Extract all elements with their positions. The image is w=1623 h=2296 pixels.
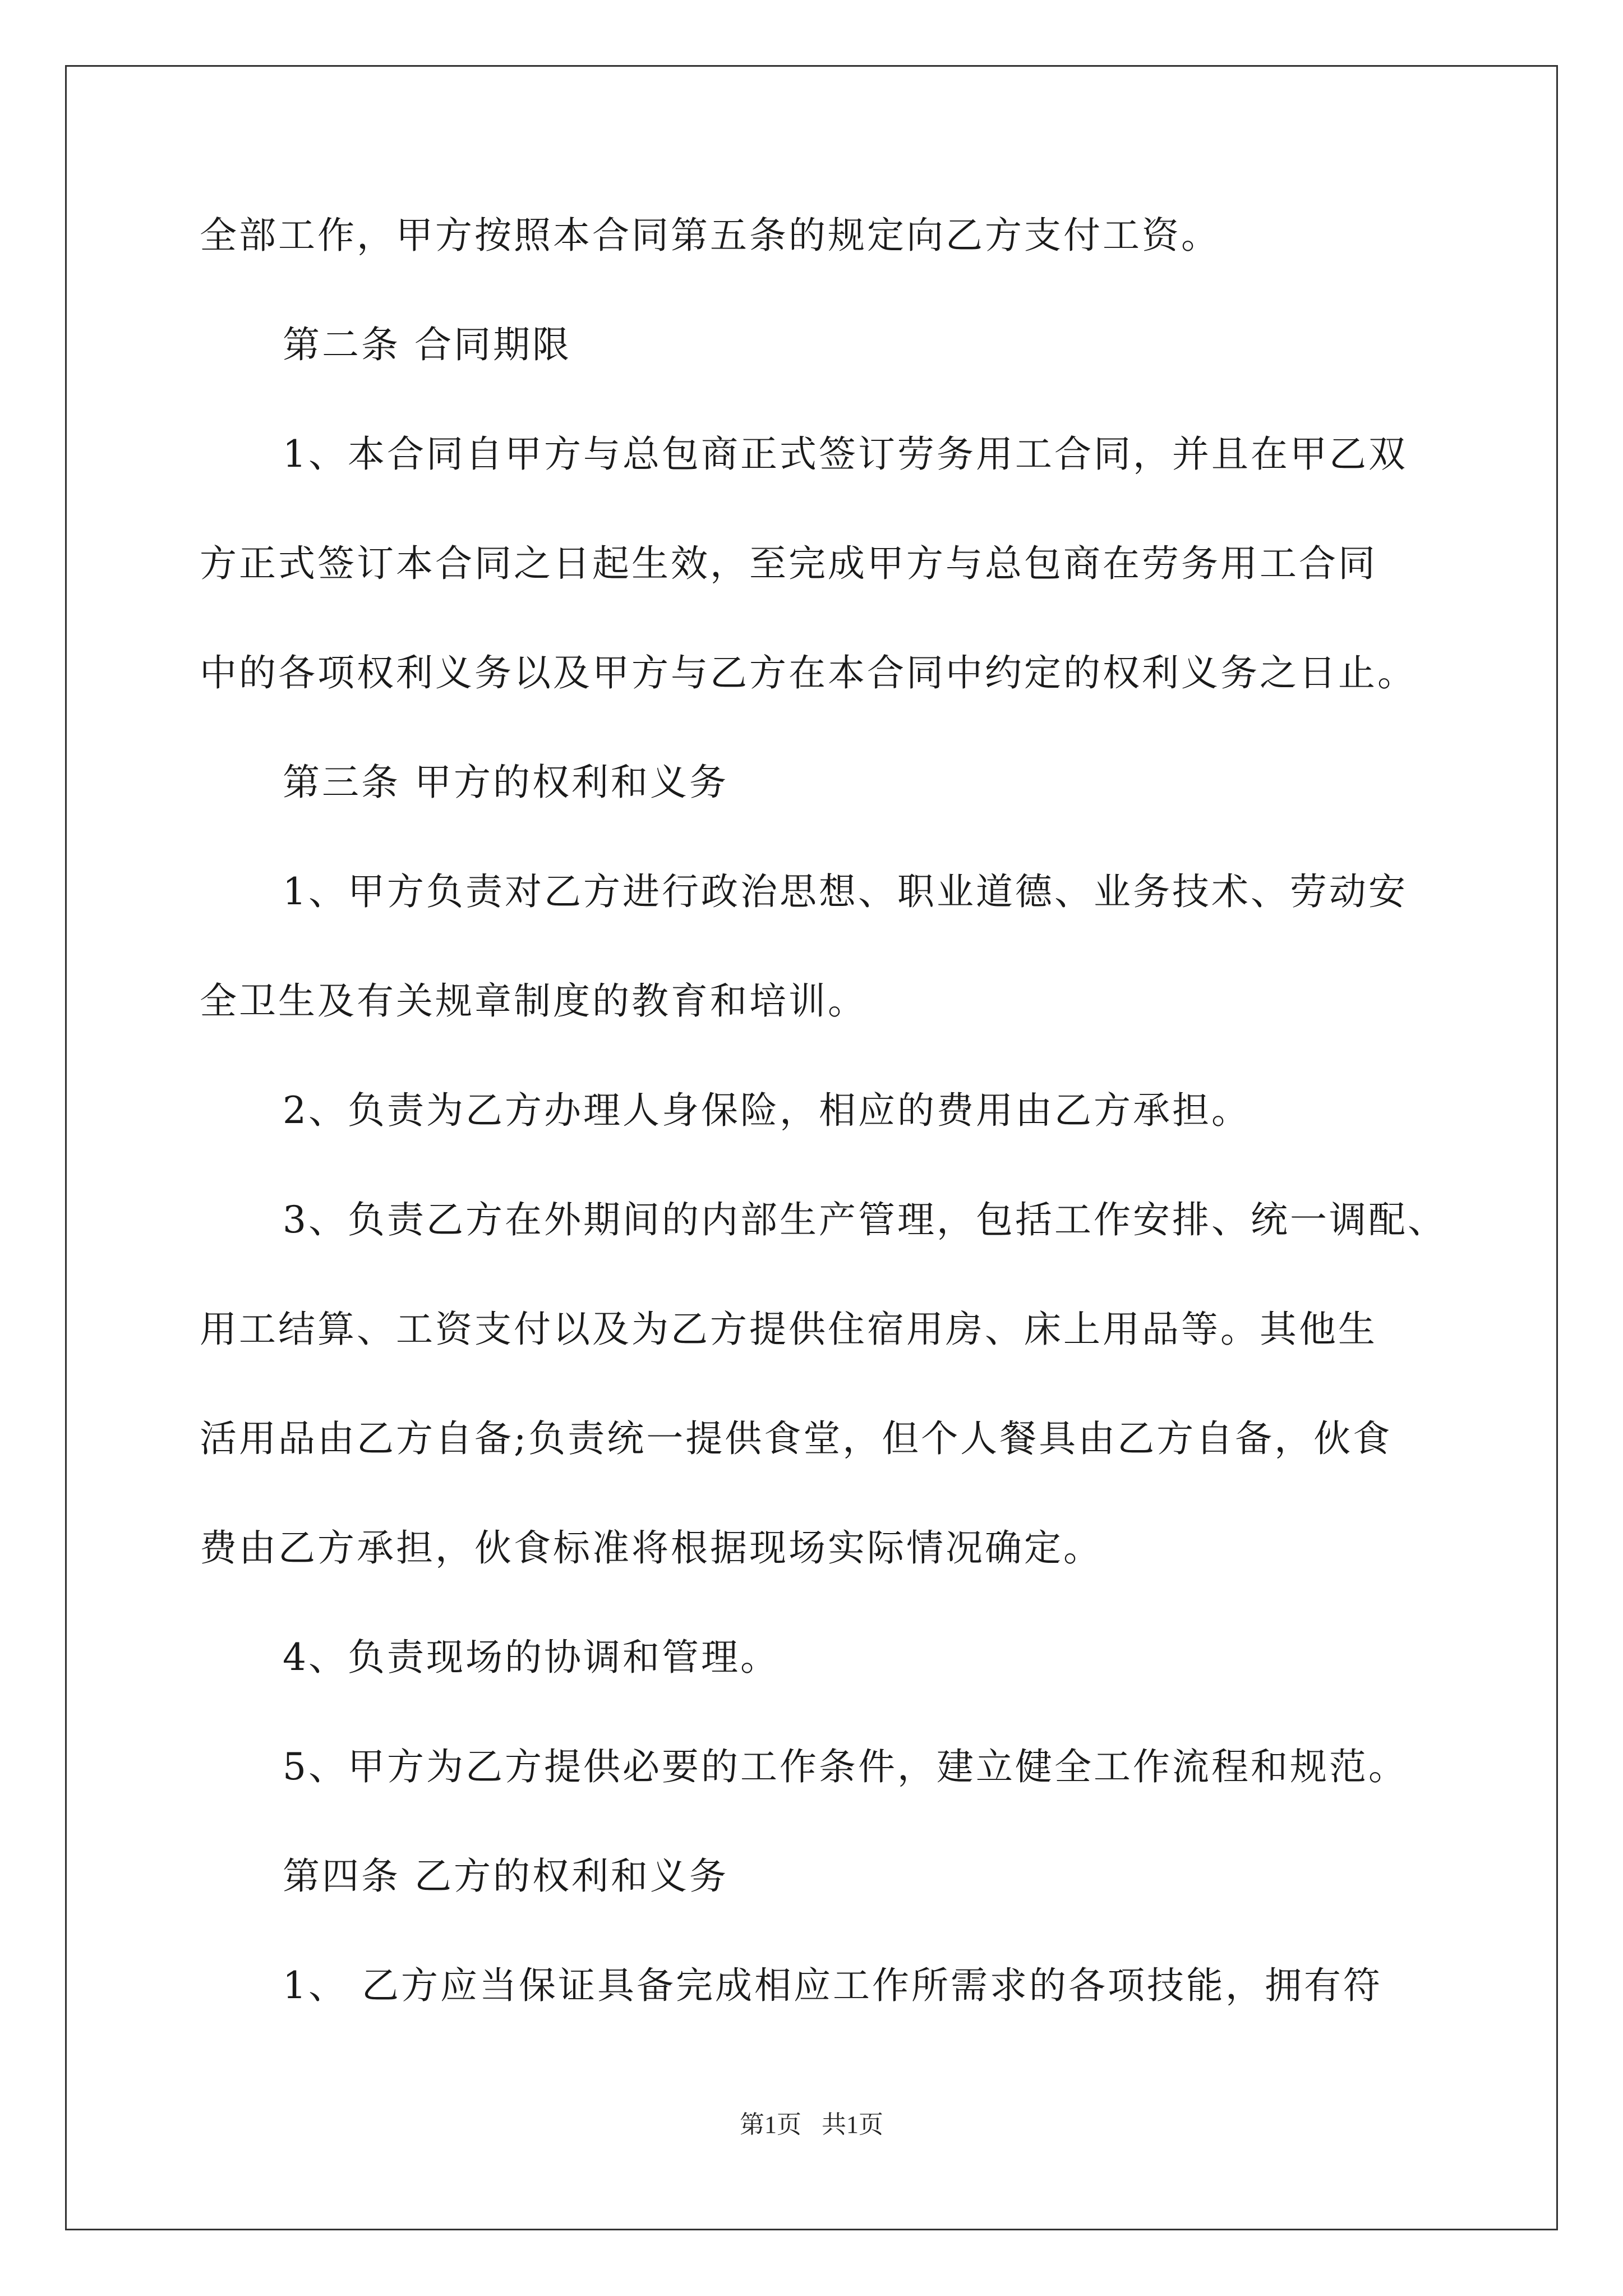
article-heading: 第三条 甲方的权利和义务 (283, 761, 728, 804)
paragraph-line: 1、 乙方应当保证具备完成相应工作所需求的各项技能，拥有符 (283, 1964, 1382, 2007)
paragraph-line: 活用品由乙方自备;负责统一提供食堂，但个人餐具由乙方自备，伙食 (200, 1417, 1393, 1460)
paragraph-line: 3、负责乙方在外期间的内部生产管理，包括工作安排、统一调配、 (283, 1198, 1447, 1241)
paragraph-line: 费由乙方承担，伙食标准将根据现场实际情况确定。 (200, 1526, 1103, 1570)
paragraph-line: 2、负责为乙方办理人身保险，相应的费用由乙方承担。 (283, 1089, 1251, 1132)
page-total: 共1页 (822, 2111, 883, 2138)
paragraph-line: 1、甲方负责对乙方进行政治思想、职业道德、业务技术、劳动安 (283, 870, 1408, 913)
paragraph-line: 中的各项权利义务以及甲方与乙方在本合同中约定的权利义务之日止。 (200, 651, 1417, 694)
article-heading: 第四条 乙方的权利和义务 (283, 1855, 728, 1898)
paragraph-line: 5、甲方为乙方提供必要的工作条件，建立健全工作流程和规范。 (283, 1745, 1408, 1788)
page-number: 第1页 (740, 2111, 801, 2138)
page-border (65, 65, 1558, 2230)
paragraph-line: 用工结算、工资支付以及为乙方提供住宿用房、床上用品等。其他生 (200, 1308, 1377, 1351)
article-heading: 第二条 合同期限 (283, 323, 571, 366)
paragraph-line: 1、本合同自甲方与总包商正式签订劳务用工合同，并且在甲乙双 (283, 432, 1408, 476)
paragraph-line: 全卫生及有关规章制度的教育和培训。 (200, 979, 867, 1023)
paragraph-line: 方正式签订本合同之日起生效，至完成甲方与总包商在劳务用工合同 (200, 542, 1377, 585)
paragraph-line: 4、负责现场的协调和管理。 (283, 1636, 780, 1679)
paragraph-line: 全部工作，甲方按照本合同第五条的规定向乙方支付工资。 (200, 214, 1220, 257)
page-footer (0, 2109, 1623, 2141)
